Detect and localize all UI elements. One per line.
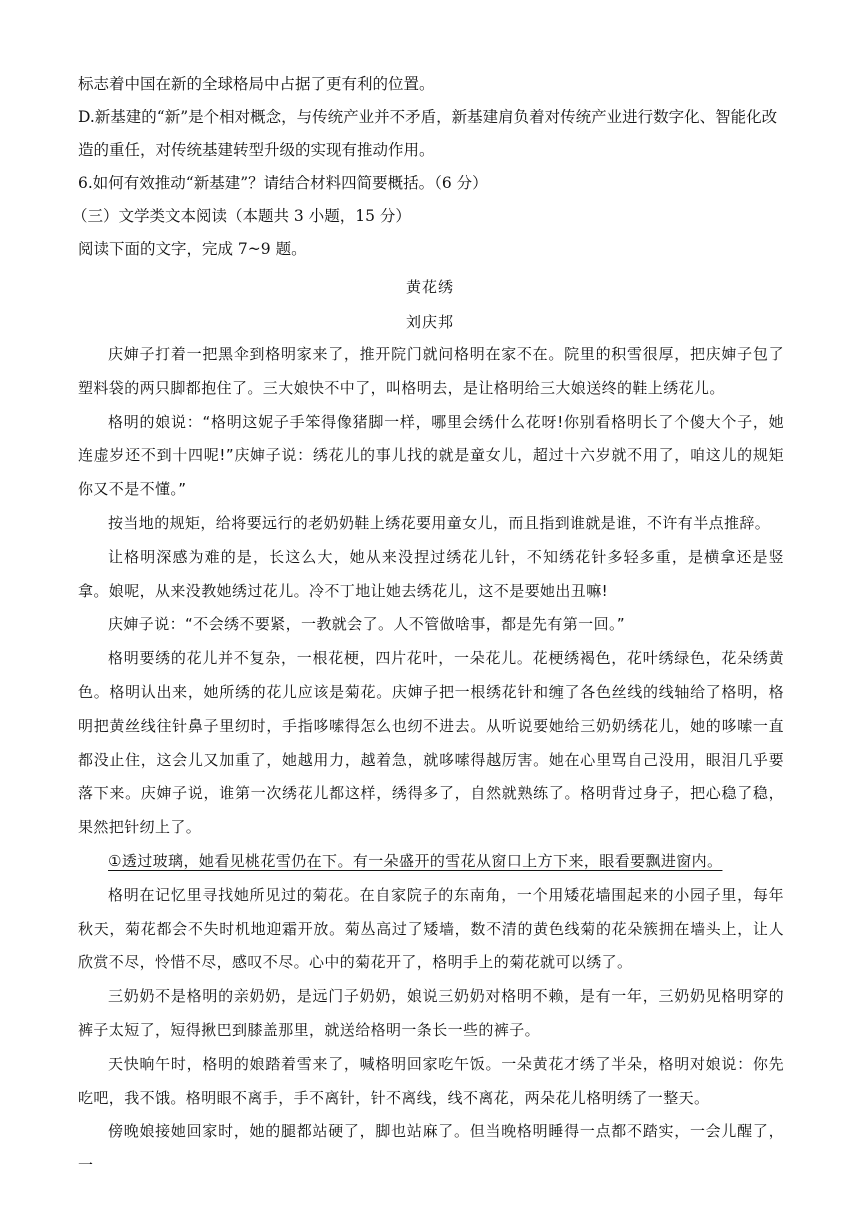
story-paragraph: 傍晚娘接她回家时，她的腿都站硬了，脚也站麻了。但当晚格明睡得一点都不踏实，一会儿醒了，一 <box>78 1122 784 1175</box>
text-line: 标志着中国在新的全球格局中占据了更有利的位置。 <box>78 75 435 93</box>
underlined-sentence-1: ①透过玻璃，她看见桃花雪仍在下。有一朵盛开的雪花从窗口上方下来，眼看要飘进窗内。 <box>108 851 723 870</box>
story-body <box>78 338 784 1183</box>
story-paragraph: 庆婶子打着一把黑伞到格明家来了，推开院门就问格明在家不在。院里的积雪很厚，把庆婶子包了塑料袋的两只脚都抱住了。三大娘快不中了，叫格明去，是让格明给三大娘送终的鞋上绣花儿。 <box>78 345 784 397</box>
preceding-question-block <box>72 68 784 266</box>
story-paragraph: 庆婶子说：“不会绣不要紧，一教就会了。人不管做啥事，都是先有第一回。” <box>108 615 626 634</box>
story-paragraph: 格明要绣的花儿并不复杂，一根花梗，四片花叶，一朵花儿。花梗绣褐色，花叶绣绿色，花朵绣黄色。格明认出来，她所绣的花儿应该是菊花。庆婶子把一根绣花针和缠了各色丝线的线轴给了格明，格明把黄丝线往针鼻子里纫时，手指哆嗦得怎么也纫不进去。从听说要她给三奶奶绣花儿，她的哆嗦一直都没止住，这会儿又加重了，她越用力，越着急，就哆嗦得越厉害。她在心里骂自己没用，眼泪几乎要落下来。庆婶子说，谁第一次绣花儿都这样，绣得多了，自然就熟练了。格明背过身子，把心稳了稳，果然把针纫上了。 <box>78 649 784 837</box>
story-paragraph: 按当地的规矩，给将要远行的老奶奶鞋上绣花要用童女儿，而且指到谁就是谁，不许有半点推辞。 <box>108 513 771 532</box>
story-title: 黄花绣 <box>405 278 454 296</box>
story-paragraph: 格明在记忆里寻找她所见过的菊花。在自家院子的东南角，一个用矮花墙围起来的小园子里，每年秋天，菊花都会不失时机地迎霜开放。菊丛高过了矮墙，数不清的黄色线菊的花朵簇拥在墙头上，让人欣赏不尽，怜惜不尽，感叹不尽。心中的菊花开了，格明手上的菊花就可以绣了。 <box>78 885 784 972</box>
reading-instruction: 阅读下面的文字，完成 7~9 题。 <box>78 240 307 258</box>
story-paragraph: 格明的娘说：“格明这妮子手笨得像猪脚一样，哪里会绣什么花呀!你别看格明长了个傻大个子，她连虚岁还不到十四呢!”庆婶子说：绣花儿的事儿找的就是童女儿，超过十六岁就不用了，咱这儿的规矩你又不是不懂。” <box>78 412 784 499</box>
question-6: 6.如何有效推动“新基建”？请结合材料四简要概括。（6 分） <box>78 174 488 192</box>
story-paragraph: 让格明深感为难的是，长这么大，她从来没捏过绣花儿针，不知绣花针多轻多重，是横拿还是竖拿。娘呢，从来没教她绣过花儿。冷不丁地让她去绣花儿，这不是要她出丑嘛! <box>78 547 784 600</box>
option-d-line-1: D.新基建的“新”是个相对概念，与传统产业并不矛盾，新基建肩负着对传统产业进行数字化、智能化改 <box>78 108 778 126</box>
story-paragraph: 天快晌午时，格明的娘踏着雪来了，喊格明回家吃午饭。一朵黄花才绣了半朵，格明对娘说：你先吃吧，我不饿。格明眼不离手，手不离针，针不离线，线不离花，两朵花儿格明绣了一整天。 <box>78 1054 784 1107</box>
story-paragraph: 三奶奶不是格明的亲奶奶，是远门子奶奶，娘说三奶奶对格明不赖，是有一年，三奶奶见格明穿的裤子太短了，短得揪巴到膝盖那里，就送给格明一条长一些的裤子。 <box>78 987 784 1039</box>
section-3-heading: （三）文学类文本阅读（本题共 3 小题，15 分） <box>72 207 411 225</box>
story-author: 刘庆邦 <box>405 313 454 331</box>
option-d-line-2: 造的重任，对传统基建转型升级的实现有推动作用。 <box>78 141 435 159</box>
